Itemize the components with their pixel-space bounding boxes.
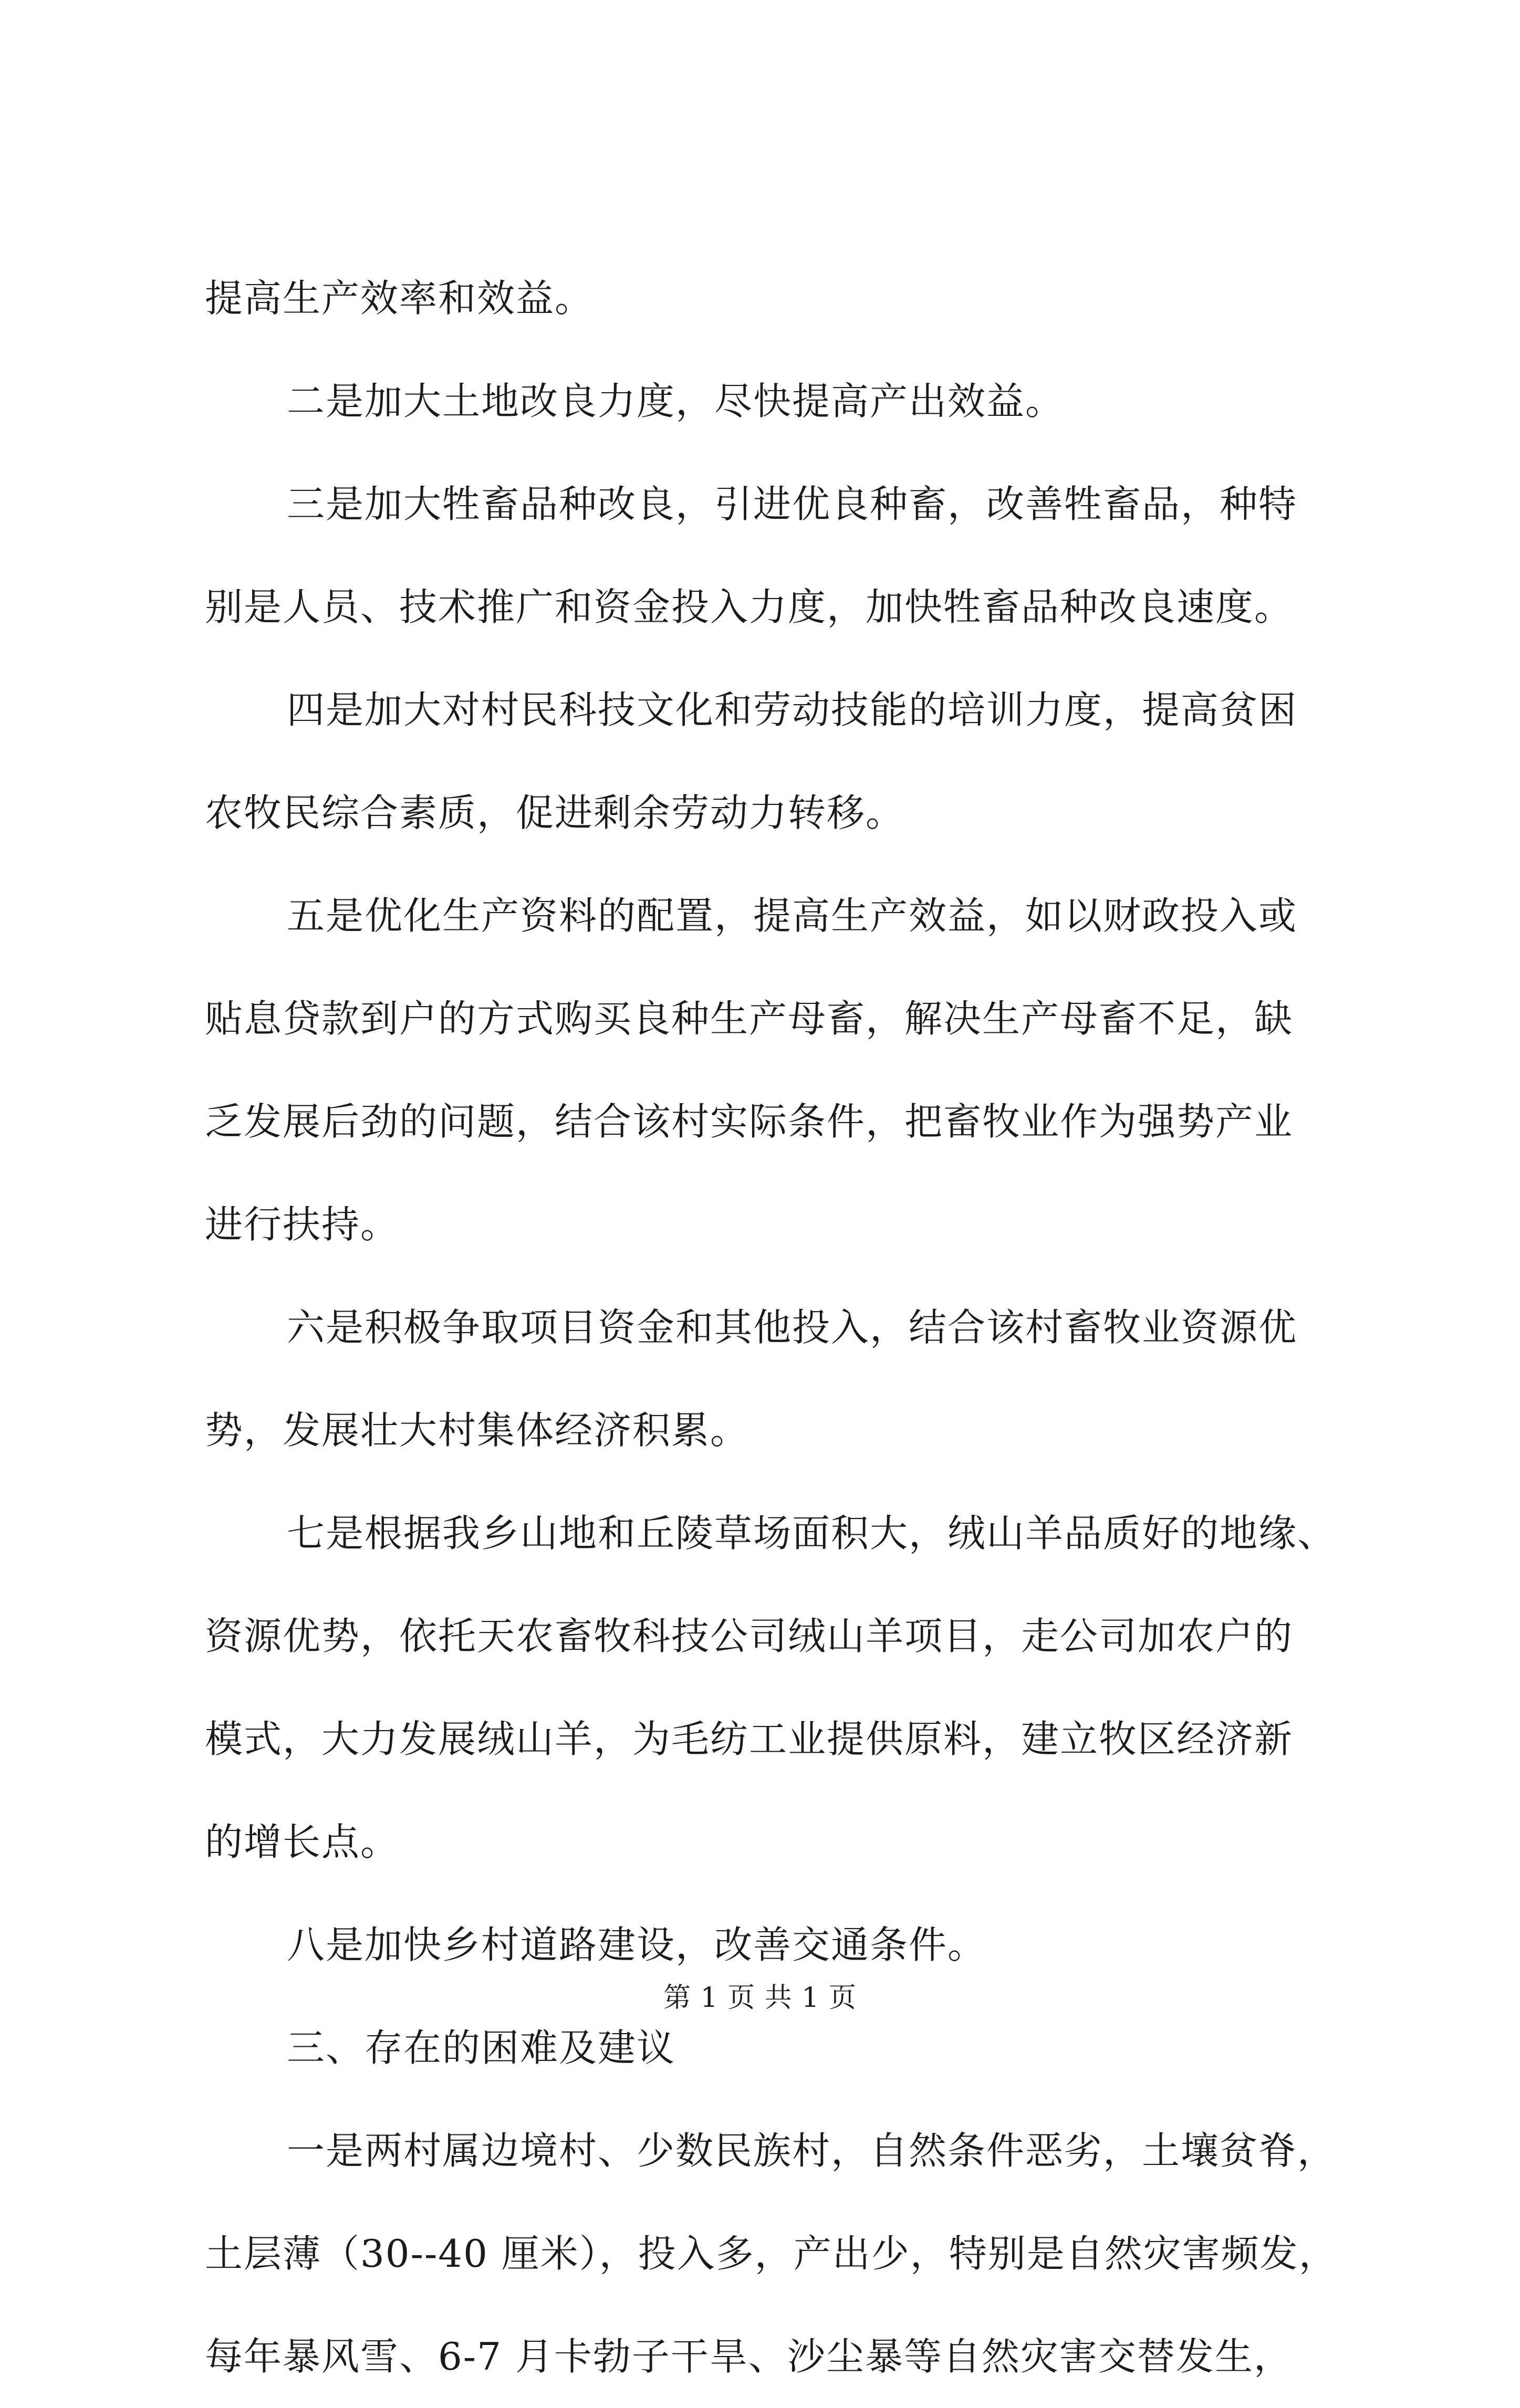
- text-line: 土层薄（30--40 厘米），投入多，产出少，特别是自然灾害频发，: [205, 2232, 1338, 2276]
- text-line: 四是加大对村民科技文化和劳动技能的培训力度，提高贫困: [287, 688, 1298, 732]
- section-heading: 三、存在的困难及建议: [287, 2026, 676, 2070]
- text-line: 模式，大力发展绒山羊，为毛纺工业提供原料，建立牧区经济新: [205, 1717, 1294, 1761]
- text-line: 资源优势，依托天农畜牧科技公司绒山羊项目，走公司加农户的: [205, 1614, 1294, 1658]
- document-body: [205, 247, 1339, 2408]
- page-number-label: 第 1 页 共 1 页: [663, 1982, 857, 2014]
- text-line: 三是加大牲畜品种改良，引进优良种畜，改善牲畜品，种特: [287, 482, 1298, 526]
- text-line: 五是优化生产资料的配置，提高生产效益，如以财政投入或: [287, 894, 1298, 938]
- text-line: 每年暴风雪、6-7 月卡勃子干旱、沙尘暴等自然灾害交替发生，: [205, 2334, 1293, 2379]
- text-line: 势，发展壮大村集体经济积累。: [205, 1408, 749, 1452]
- text-line: 提高生产效率和效益。: [205, 276, 594, 320]
- text-line: 六是积极争取项目资金和其他投入，结合该村畜牧业资源优: [287, 1305, 1298, 1349]
- text-line: 别是人员、技术推广和资金投入力度，加快牲畜品种改良速度。: [205, 585, 1294, 629]
- text-line: 七是根据我乡山地和丘陵草场面积大，绒山羊品质好的地缘、: [287, 1511, 1337, 1555]
- text-line: 一是两村属边境村、少数民族村，自然条件恶劣，土壤贫脊，: [287, 2129, 1337, 2173]
- text-line: 农牧民综合素质，促进剩余劳动力转移。: [205, 791, 905, 835]
- text-line: 的增长点。: [205, 1820, 400, 1864]
- text-line: 进行扶持。: [205, 1202, 400, 1247]
- text-line: 贴息贷款到户的方式购买良种生产母畜，解决生产母畜不足，缺: [205, 997, 1294, 1041]
- text-line: 八是加快乡村道路建设，改善交通条件。: [287, 1923, 987, 1967]
- text-line: 二是加大土地改良力度，尽快提高产出效益。: [287, 379, 1065, 423]
- page-footer: [0, 1980, 1520, 2016]
- text-line: 乏发展后劲的问题，结合该村实际条件，把畜牧业作为强势产业: [205, 1100, 1294, 1144]
